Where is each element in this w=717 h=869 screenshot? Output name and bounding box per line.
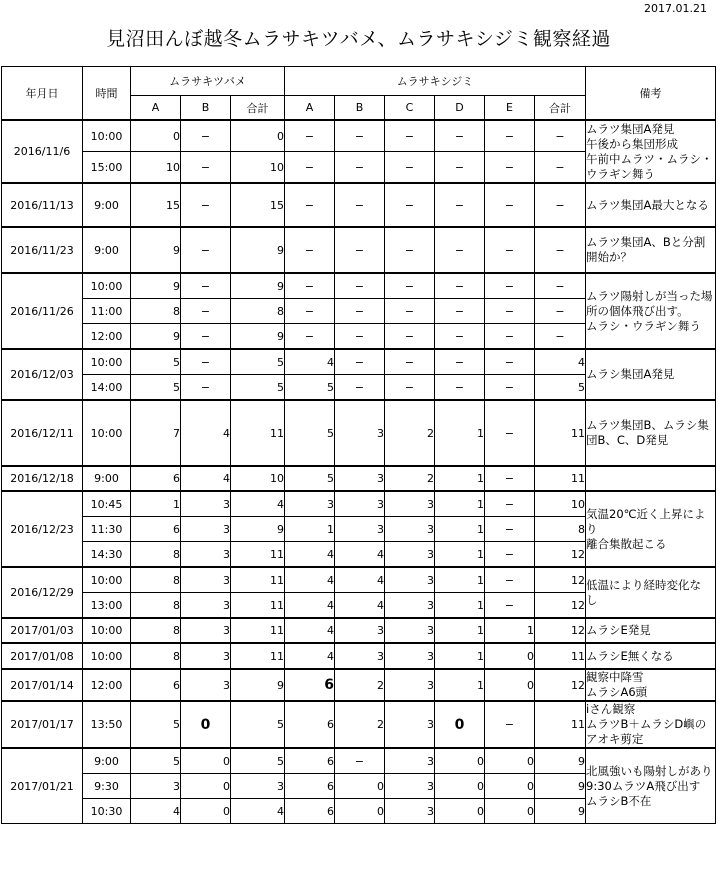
remark-cell: 気温20℃近く上昇により 離合集散起こる: [586, 491, 716, 567]
cell-tsubame-b: 3: [181, 618, 231, 643]
date-cell: 2016/12/11: [2, 400, 83, 466]
cell-shijimi-b: 3: [335, 491, 385, 517]
cell-tsubame-total: 4: [231, 799, 285, 824]
cell-tsubame-a: 10: [131, 152, 181, 184]
cell-shijimi-total: 5: [535, 375, 586, 401]
cell-tsubame-total: 9: [231, 227, 285, 273]
date-cell: 2017/01/14: [2, 669, 83, 701]
cell-tsubame-b: 3: [181, 542, 231, 568]
time-cell: 15:00: [83, 152, 131, 184]
cell-shijimi-e: −: [485, 152, 535, 184]
cell-shijimi-total: 12: [535, 567, 586, 593]
cell-shijimi-c: 3: [385, 491, 435, 517]
cell-shijimi-a: 1: [285, 517, 335, 542]
cell-shijimi-c: −: [385, 299, 435, 324]
cell-shijimi-d: 0: [435, 748, 485, 774]
cell-shijimi-a: 5: [285, 400, 335, 466]
cell-tsubame-total: 15: [231, 183, 285, 227]
time-cell: 10:00: [83, 120, 131, 152]
cell-shijimi-c: −: [385, 120, 435, 152]
cell-shijimi-total: −: [535, 273, 586, 299]
cell-tsubame-b: 3: [181, 643, 231, 669]
header-shijimi-a: A: [285, 96, 335, 121]
cell-tsubame-a: 5: [131, 748, 181, 774]
date-cell: 2017/01/08: [2, 643, 83, 669]
cell-shijimi-d: 1: [435, 517, 485, 542]
cell-shijimi-c: −: [385, 375, 435, 401]
remark-cell: ムラツ集団B、ムラシ集 団B、C、D発見: [586, 400, 716, 466]
cell-shijimi-b: 3: [335, 466, 385, 491]
date-cell: 2017/01/03: [2, 618, 83, 643]
document-date: 2017.01.21: [644, 2, 707, 15]
cell-tsubame-b: −: [181, 227, 231, 273]
cell-shijimi-b: 4: [335, 593, 385, 619]
header-date: 年月日: [2, 67, 83, 121]
cell-tsubame-total: 11: [231, 542, 285, 568]
cell-tsubame-b: 3: [181, 593, 231, 619]
cell-shijimi-e: 0: [485, 748, 535, 774]
observation-table: [1, 66, 716, 824]
cell-shijimi-d: 0: [435, 799, 485, 824]
cell-shijimi-d: 1: [435, 400, 485, 466]
cell-tsubame-total: 5: [231, 349, 285, 375]
cell-tsubame-b: 0: [181, 774, 231, 799]
date-cell: 2016/12/03: [2, 349, 83, 400]
cell-tsubame-total: 4: [231, 491, 285, 517]
cell-tsubame-a: 8: [131, 618, 181, 643]
time-cell: 14:30: [83, 542, 131, 568]
cell-tsubame-b: 3: [181, 517, 231, 542]
cell-shijimi-a: 4: [285, 567, 335, 593]
cell-shijimi-b: 3: [335, 400, 385, 466]
cell-shijimi-a: 4: [285, 542, 335, 568]
cell-shijimi-b: 0: [335, 799, 385, 824]
remark-cell: ムラツ陽射しが当った場 所の個体飛び出す。 ムラシ・ウラギン舞う: [586, 273, 716, 349]
remark-cell: iさん観察 ムラツB＋ムラシD嶼の アオキ剪定: [586, 701, 716, 748]
cell-tsubame-a: 9: [131, 227, 181, 273]
cell-shijimi-a: 4: [285, 349, 335, 375]
remark-cell: ムラツ集団A最大となる: [586, 183, 716, 227]
table-row: [2, 273, 716, 299]
cell-shijimi-total: 12: [535, 593, 586, 619]
remark-cell: ムラシE無くなる: [586, 643, 716, 669]
cell-shijimi-e: −: [485, 593, 535, 619]
cell-shijimi-d: 1: [435, 491, 485, 517]
cell-shijimi-a: −: [285, 152, 335, 184]
date-cell: 2016/12/29: [2, 567, 83, 618]
cell-tsubame-b: 4: [181, 466, 231, 491]
cell-tsubame-a: 6: [131, 517, 181, 542]
table-row: [2, 643, 716, 669]
cell-shijimi-e: 0: [485, 799, 535, 824]
cell-shijimi-total: −: [535, 324, 586, 350]
cell-shijimi-total: 12: [535, 618, 586, 643]
cell-shijimi-d: −: [435, 183, 485, 227]
cell-shijimi-b: 3: [335, 618, 385, 643]
cell-shijimi-e: −: [485, 299, 535, 324]
cell-shijimi-b: −: [335, 273, 385, 299]
header-tsubame-total: 合計: [231, 96, 285, 121]
table-row: [2, 183, 716, 227]
date-cell: 2016/12/18: [2, 466, 83, 491]
cell-shijimi-b: 4: [335, 567, 385, 593]
cell-shijimi-d: 1: [435, 643, 485, 669]
cell-shijimi-d: −: [435, 299, 485, 324]
time-cell: 9:00: [83, 227, 131, 273]
table-row: [2, 491, 716, 517]
cell-shijimi-a: 4: [285, 593, 335, 619]
cell-shijimi-e: −: [485, 349, 535, 375]
cell-shijimi-c: −: [385, 349, 435, 375]
cell-tsubame-a: 4: [131, 799, 181, 824]
cell-shijimi-total: 10: [535, 491, 586, 517]
date-cell: 2017/01/17: [2, 701, 83, 748]
cell-shijimi-total: −: [535, 227, 586, 273]
cell-shijimi-d: 1: [435, 669, 485, 701]
remark-cell: ムラツ集団A発見 午後から集団形成 午前中ムラツ・ムラシ・ ウラギン舞う: [586, 120, 716, 183]
cell-tsubame-b: −: [181, 299, 231, 324]
page-title: 見沼田んぼ越冬ムラサキツバメ、ムラサキシジミ観察経過: [106, 28, 611, 50]
time-cell: 11:00: [83, 299, 131, 324]
cell-shijimi-a: 6: [285, 799, 335, 824]
cell-tsubame-total: 11: [231, 400, 285, 466]
cell-shijimi-e: 1: [485, 618, 535, 643]
table-row: [2, 466, 716, 491]
cell-shijimi-e: −: [485, 120, 535, 152]
time-cell: 9:00: [83, 466, 131, 491]
cell-shijimi-c: 3: [385, 669, 435, 701]
table-row: [2, 701, 716, 748]
remark-cell: ムラツ集団A、Bと分割 開始か？: [586, 227, 716, 273]
cell-shijimi-total: 11: [535, 466, 586, 491]
cell-tsubame-total: 10: [231, 466, 285, 491]
cell-tsubame-a: 5: [131, 375, 181, 401]
cell-tsubame-total: 9: [231, 273, 285, 299]
cell-shijimi-total: −: [535, 152, 586, 184]
cell-tsubame-a: 3: [131, 774, 181, 799]
time-cell: 14:00: [83, 375, 131, 401]
remark-cell: ムラシ集団A発見: [586, 349, 716, 400]
cell-tsubame-b: 3: [181, 669, 231, 701]
cell-shijimi-b: −: [335, 120, 385, 152]
cell-shijimi-c: 3: [385, 748, 435, 774]
cell-shijimi-d: −: [435, 152, 485, 184]
cell-shijimi-e: −: [485, 542, 535, 568]
cell-tsubame-a: 8: [131, 593, 181, 619]
cell-shijimi-c: 3: [385, 774, 435, 799]
cell-tsubame-total: 5: [231, 748, 285, 774]
cell-tsubame-a: 0: [131, 120, 181, 152]
cell-shijimi-c: −: [385, 152, 435, 184]
cell-shijimi-e: 0: [485, 669, 535, 701]
cell-shijimi-d: 1: [435, 593, 485, 619]
time-cell: 10:00: [83, 349, 131, 375]
cell-shijimi-total: 9: [535, 774, 586, 799]
cell-shijimi-a: 6: [285, 701, 335, 748]
cell-shijimi-total: 4: [535, 349, 586, 375]
cell-shijimi-b: 3: [335, 643, 385, 669]
table-row: [2, 227, 716, 273]
cell-shijimi-d: −: [435, 273, 485, 299]
cell-shijimi-total: −: [535, 183, 586, 227]
cell-shijimi-d: −: [435, 324, 485, 350]
header-shijimi-total: 合計: [535, 96, 586, 121]
header-time: 時間: [83, 67, 131, 121]
cell-tsubame-a: 7: [131, 400, 181, 466]
cell-shijimi-e: −: [485, 183, 535, 227]
cell-shijimi-c: 2: [385, 400, 435, 466]
cell-shijimi-e: −: [485, 466, 535, 491]
cell-shijimi-a: −: [285, 227, 335, 273]
remark-cell: [586, 466, 716, 491]
cell-shijimi-e: −: [485, 375, 535, 401]
cell-shijimi-a: 4: [285, 643, 335, 669]
cell-shijimi-e: −: [485, 227, 535, 273]
cell-tsubame-total: 11: [231, 567, 285, 593]
header-remarks: 備考: [586, 67, 716, 121]
header-shijimi-e: E: [485, 96, 535, 121]
cell-shijimi-d: −: [435, 227, 485, 273]
table-row: [2, 120, 716, 152]
cell-shijimi-e: −: [485, 491, 535, 517]
cell-shijimi-e: −: [485, 701, 535, 748]
cell-tsubame-b: −: [181, 183, 231, 227]
cell-shijimi-c: 3: [385, 618, 435, 643]
cell-shijimi-b: −: [335, 299, 385, 324]
cell-shijimi-e: −: [485, 517, 535, 542]
header-shijimi: ムラサキシジミ: [285, 67, 586, 96]
cell-shijimi-total: 12: [535, 542, 586, 568]
time-cell: 13:50: [83, 701, 131, 748]
cell-shijimi-b: −: [335, 227, 385, 273]
cell-tsubame-total: 8: [231, 299, 285, 324]
cell-shijimi-e: 0: [485, 774, 535, 799]
cell-shijimi-d: 1: [435, 466, 485, 491]
time-cell: 10:45: [83, 491, 131, 517]
cell-shijimi-b: −: [335, 152, 385, 184]
cell-shijimi-c: 3: [385, 643, 435, 669]
cell-shijimi-b: 3: [335, 517, 385, 542]
cell-shijimi-a: −: [285, 183, 335, 227]
cell-tsubame-b: 0: [181, 748, 231, 774]
time-cell: 12:00: [83, 324, 131, 350]
cell-tsubame-b: −: [181, 120, 231, 152]
date-cell: 2017/01/21: [2, 748, 83, 824]
cell-tsubame-total: 11: [231, 618, 285, 643]
header-shijimi-d: D: [435, 96, 485, 121]
cell-tsubame-total: 9: [231, 324, 285, 350]
cell-tsubame-b: −: [181, 324, 231, 350]
table-row: [2, 400, 716, 466]
header-shijimi-b: B: [335, 96, 385, 121]
remark-cell: 低温により経時変化な し: [586, 567, 716, 618]
cell-shijimi-c: 3: [385, 799, 435, 824]
cell-tsubame-total: 3: [231, 774, 285, 799]
time-cell: 13:00: [83, 593, 131, 619]
cell-shijimi-b: 0: [335, 774, 385, 799]
time-cell: 12:00: [83, 669, 131, 701]
date-cell: 2016/11/13: [2, 183, 83, 227]
cell-tsubame-total: 5: [231, 375, 285, 401]
time-cell: 10:00: [83, 643, 131, 669]
cell-tsubame-a: 8: [131, 567, 181, 593]
cell-shijimi-e: −: [485, 400, 535, 466]
cell-shijimi-b: −: [335, 324, 385, 350]
cell-tsubame-b: −: [181, 273, 231, 299]
cell-shijimi-c: 3: [385, 593, 435, 619]
cell-shijimi-d: 0: [435, 774, 485, 799]
time-cell: 10:30: [83, 799, 131, 824]
cell-tsubame-a: 8: [131, 299, 181, 324]
cell-shijimi-c: 3: [385, 701, 435, 748]
cell-tsubame-a: 8: [131, 643, 181, 669]
cell-shijimi-c: 3: [385, 567, 435, 593]
cell-tsubame-b: 0: [181, 701, 231, 748]
cell-shijimi-total: 11: [535, 400, 586, 466]
cell-shijimi-d: 1: [435, 618, 485, 643]
table-row: [2, 618, 716, 643]
time-cell: 10:00: [83, 273, 131, 299]
cell-tsubame-total: 11: [231, 593, 285, 619]
cell-shijimi-total: 11: [535, 643, 586, 669]
time-cell: 9:30: [83, 774, 131, 799]
cell-tsubame-b: 3: [181, 491, 231, 517]
table-row: [2, 567, 716, 593]
cell-shijimi-a: 4: [285, 618, 335, 643]
cell-shijimi-c: 2: [385, 466, 435, 491]
cell-shijimi-a: −: [285, 299, 335, 324]
cell-tsubame-total: 0: [231, 120, 285, 152]
cell-tsubame-a: 6: [131, 466, 181, 491]
date-cell: 2016/12/23: [2, 491, 83, 567]
time-cell: 9:00: [83, 183, 131, 227]
cell-shijimi-b: −: [335, 183, 385, 227]
cell-shijimi-d: −: [435, 120, 485, 152]
time-cell: 10:00: [83, 567, 131, 593]
date-cell: 2016/11/6: [2, 120, 83, 183]
cell-tsubame-b: 0: [181, 799, 231, 824]
cell-tsubame-total: 5: [231, 701, 285, 748]
time-cell: 11:30: [83, 517, 131, 542]
time-cell: 9:00: [83, 748, 131, 774]
cell-shijimi-a: 5: [285, 466, 335, 491]
cell-shijimi-a: 6: [285, 748, 335, 774]
cell-shijimi-d: −: [435, 349, 485, 375]
cell-shijimi-d: 1: [435, 542, 485, 568]
cell-shijimi-b: −: [335, 349, 385, 375]
cell-shijimi-a: 3: [285, 491, 335, 517]
cell-shijimi-b: −: [335, 375, 385, 401]
cell-shijimi-c: −: [385, 183, 435, 227]
table-row: [2, 349, 716, 375]
cell-shijimi-c: −: [385, 273, 435, 299]
remark-cell: 北風強いも陽射しがあり 9:30ムラツA飛び出す ムラシB不在: [586, 748, 716, 824]
cell-shijimi-a: −: [285, 324, 335, 350]
cell-shijimi-total: 12: [535, 669, 586, 701]
time-cell: 10:00: [83, 618, 131, 643]
cell-shijimi-b: 2: [335, 669, 385, 701]
cell-shijimi-total: 8: [535, 517, 586, 542]
table-row: [2, 748, 716, 774]
cell-tsubame-a: 15: [131, 183, 181, 227]
cell-tsubame-a: 1: [131, 491, 181, 517]
cell-tsubame-b: −: [181, 152, 231, 184]
date-cell: 2016/11/26: [2, 273, 83, 349]
cell-tsubame-total: 11: [231, 643, 285, 669]
cell-shijimi-d: −: [435, 375, 485, 401]
cell-tsubame-total: 10: [231, 152, 285, 184]
cell-shijimi-total: 11: [535, 701, 586, 748]
time-cell: 10:00: [83, 400, 131, 466]
cell-shijimi-c: −: [385, 227, 435, 273]
cell-shijimi-b: 4: [335, 542, 385, 568]
cell-tsubame-a: 5: [131, 701, 181, 748]
remark-cell: ムラシE発見: [586, 618, 716, 643]
cell-shijimi-total: −: [535, 120, 586, 152]
cell-shijimi-a: −: [285, 273, 335, 299]
cell-shijimi-c: −: [385, 324, 435, 350]
cell-shijimi-e: −: [485, 273, 535, 299]
cell-tsubame-total: 9: [231, 669, 285, 701]
cell-tsubame-a: 9: [131, 273, 181, 299]
cell-tsubame-b: 3: [181, 567, 231, 593]
cell-tsubame-b: −: [181, 349, 231, 375]
cell-shijimi-d: 0: [435, 701, 485, 748]
header-tsubame: ムラサキツバメ: [131, 67, 285, 96]
cell-shijimi-d: 1: [435, 567, 485, 593]
cell-shijimi-a: 6: [285, 669, 335, 701]
cell-shijimi-total: 9: [535, 799, 586, 824]
cell-shijimi-b: −: [335, 748, 385, 774]
cell-tsubame-a: 8: [131, 542, 181, 568]
cell-shijimi-c: 3: [385, 542, 435, 568]
cell-shijimi-a: 5: [285, 375, 335, 401]
cell-shijimi-c: 3: [385, 517, 435, 542]
header-shijimi-c: C: [385, 96, 435, 121]
cell-shijimi-a: −: [285, 120, 335, 152]
cell-shijimi-total: 9: [535, 748, 586, 774]
date-cell: 2016/11/23: [2, 227, 83, 273]
cell-tsubame-b: −: [181, 375, 231, 401]
cell-shijimi-total: −: [535, 299, 586, 324]
cell-shijimi-e: −: [485, 567, 535, 593]
remark-cell: 観察中降雪 ムラシA6頭: [586, 669, 716, 701]
cell-shijimi-a: 6: [285, 774, 335, 799]
cell-shijimi-b: 2: [335, 701, 385, 748]
cell-tsubame-total: 9: [231, 517, 285, 542]
cell-shijimi-e: −: [485, 324, 535, 350]
table-row: [2, 669, 716, 701]
header-tsubame-a: A: [131, 96, 181, 121]
cell-tsubame-a: 6: [131, 669, 181, 701]
cell-tsubame-b: 4: [181, 400, 231, 466]
cell-shijimi-e: 0: [485, 643, 535, 669]
cell-tsubame-a: 9: [131, 324, 181, 350]
header-tsubame-b: B: [181, 96, 231, 121]
cell-tsubame-a: 5: [131, 349, 181, 375]
